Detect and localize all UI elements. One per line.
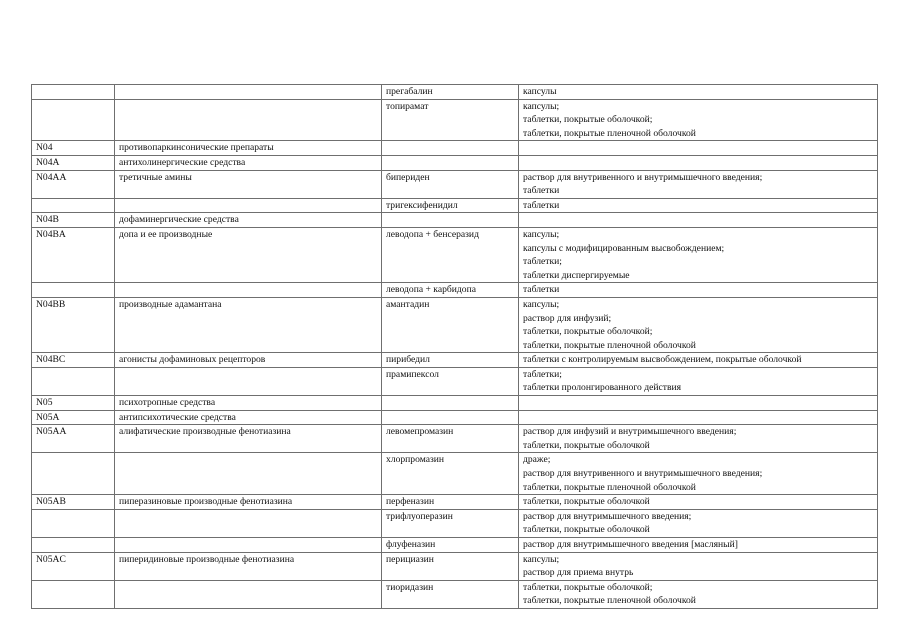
table-row	[32, 99, 878, 141]
dosage-form-line: таблетки, покрытые оболочкой;	[523, 114, 653, 126]
table-row	[32, 552, 878, 580]
group-name-cell: пиперидиновые производные фенотиазина	[115, 552, 382, 580]
table-row	[32, 367, 878, 395]
drug-list-table	[31, 84, 878, 609]
dosage-forms-cell	[519, 297, 878, 352]
dosage-form-line: таблетки, покрытые пленочной оболочкой	[523, 595, 696, 607]
dosage-form-line: таблетки диспергируемые	[523, 269, 630, 281]
group-name-cell	[115, 580, 382, 608]
group-name-cell	[115, 538, 382, 553]
atc-code-cell: N04	[32, 141, 115, 156]
drug-name-cell: флуфеназин	[382, 538, 519, 553]
atc-code-cell: N04BA	[32, 227, 115, 282]
group-name-cell: допа и ее производные	[115, 227, 382, 282]
drug-name-cell: леводопа + бенсеразид	[382, 227, 519, 282]
table-row	[32, 170, 878, 198]
table-row	[32, 155, 878, 170]
atc-code-cell	[32, 99, 115, 141]
drug-name-cell	[382, 396, 519, 411]
drug-name-cell: топирамат	[382, 99, 519, 141]
dosage-form-line: раствор для внутривенного и внутримышечного введения;	[523, 468, 763, 480]
dosage-form-line: таблетки	[523, 284, 560, 296]
drug-name-cell: левомепромазин	[382, 425, 519, 453]
table-row	[32, 453, 878, 495]
atc-code-cell	[32, 198, 115, 213]
table-row	[32, 396, 878, 411]
dosage-forms-cell	[519, 396, 878, 411]
atc-code-cell: N05AA	[32, 425, 115, 453]
group-name-cell: психотропные средства	[115, 396, 382, 411]
table-row	[32, 141, 878, 156]
atc-code-cell	[32, 580, 115, 608]
dosage-forms-cell	[519, 170, 878, 198]
table-row	[32, 297, 878, 352]
group-name-cell: антипсихотические средства	[115, 410, 382, 425]
table-row	[32, 425, 878, 453]
dosage-forms-cell	[519, 353, 878, 368]
dosage-form-line: таблетки;	[523, 368, 562, 380]
dosage-form-line: капсулы;	[523, 298, 560, 310]
group-name-cell: пиперазиновые производные фенотиазина	[115, 495, 382, 510]
drug-name-cell: тригексифенидил	[382, 198, 519, 213]
atc-code-cell: N04AA	[32, 170, 115, 198]
drug-name-cell	[382, 410, 519, 425]
dosage-form-line: раствор для инфузий;	[523, 312, 612, 324]
atc-code-cell	[32, 367, 115, 395]
atc-code-cell	[32, 283, 115, 298]
drug-name-cell: бипериден	[382, 170, 519, 198]
dosage-form-line: драже;	[523, 454, 551, 466]
table-row	[32, 213, 878, 228]
dosage-form-line: капсулы;	[523, 100, 560, 112]
dosage-form-line: капсулы;	[523, 228, 560, 240]
dosage-form-line: раствор для приема внутрь	[523, 567, 634, 579]
group-name-cell	[115, 453, 382, 495]
dosage-form-line: таблетки с контролируемым высвобождением, покрытые оболочкой	[523, 354, 802, 366]
atc-code-cell	[32, 85, 115, 100]
table-row	[32, 538, 878, 553]
drug-name-cell	[382, 141, 519, 156]
dosage-forms-cell	[519, 213, 878, 228]
table-row	[32, 509, 878, 537]
drug-name-cell	[382, 155, 519, 170]
group-name-cell	[115, 283, 382, 298]
atc-code-cell: N05	[32, 396, 115, 411]
dosage-forms-cell	[519, 538, 878, 553]
drug-name-cell: трифлуоперазин	[382, 509, 519, 537]
dosage-forms-cell	[519, 453, 878, 495]
dosage-form-line: капсулы	[523, 86, 557, 97]
table-row	[32, 353, 878, 368]
dosage-forms-cell	[519, 141, 878, 156]
dosage-form-line: раствор для внутримышечного введения [масляный]	[523, 539, 738, 550]
atc-code-cell: N04B	[32, 213, 115, 228]
dosage-forms-cell	[519, 410, 878, 425]
atc-code-cell	[32, 453, 115, 495]
dosage-form-line: таблетки, покрытые оболочкой	[523, 496, 650, 508]
drug-name-cell: леводопа + карбидопа	[382, 283, 519, 298]
dosage-form-line: раствор для внутривенного и внутримышечного введения;	[523, 171, 763, 183]
dosage-forms-cell	[519, 155, 878, 170]
table-body	[32, 85, 878, 609]
dosage-form-line: таблетки пролонгированного действия	[523, 382, 682, 394]
group-name-cell: антихолинергические средства	[115, 155, 382, 170]
drug-name-cell: пирибедил	[382, 353, 519, 368]
dosage-form-line: раствор для инфузий и внутримышечного введения;	[523, 426, 737, 438]
atc-code-cell: N04A	[32, 155, 115, 170]
atc-code-cell: N05A	[32, 410, 115, 425]
drug-name-cell: амантадин	[382, 297, 519, 352]
dosage-forms-cell	[519, 495, 878, 510]
dosage-form-line: таблетки, покрытые пленочной оболочкой	[523, 339, 696, 351]
dosage-form-line: таблетки, покрытые оболочкой	[523, 439, 650, 451]
atc-code-cell	[32, 509, 115, 537]
group-name-cell	[115, 99, 382, 141]
group-name-cell: третичные амины	[115, 170, 382, 198]
dosage-form-line: таблетки, покрытые пленочной оболочкой	[523, 127, 696, 139]
table-row	[32, 495, 878, 510]
dosage-forms-cell	[519, 283, 878, 298]
group-name-cell: агонисты дофаминовых рецепторов	[115, 353, 382, 368]
dosage-form-line: таблетки	[523, 185, 560, 197]
group-name-cell: производные адамантана	[115, 297, 382, 352]
dosage-forms-cell	[519, 552, 878, 580]
drug-name-cell: хлорпромазин	[382, 453, 519, 495]
dosage-forms-cell	[519, 580, 878, 608]
drug-name-cell	[382, 213, 519, 228]
dosage-forms-cell	[519, 198, 878, 213]
drug-name-cell: прамипексол	[382, 367, 519, 395]
dosage-forms-cell	[519, 85, 878, 100]
dosage-form-line: капсулы с модифицированным высвобождением;	[523, 242, 725, 254]
atc-code-cell	[32, 538, 115, 553]
drug-name-cell: перициазин	[382, 552, 519, 580]
dosage-forms-cell	[519, 99, 878, 141]
group-name-cell	[115, 85, 382, 100]
table-row	[32, 198, 878, 213]
dosage-forms-cell	[519, 367, 878, 395]
dosage-form-line: таблетки, покрытые оболочкой;	[523, 581, 653, 593]
group-name-cell: дофаминергические средства	[115, 213, 382, 228]
group-name-cell	[115, 367, 382, 395]
atc-code-cell: N05AB	[32, 495, 115, 510]
dosage-forms-cell	[519, 509, 878, 537]
dosage-form-line: таблетки, покрытые пленочной оболочкой	[523, 481, 696, 493]
group-name-cell: противопаркинсонические препараты	[115, 141, 382, 156]
table-row	[32, 227, 878, 282]
group-name-cell	[115, 509, 382, 537]
drug-name-cell: тиоридазин	[382, 580, 519, 608]
dosage-forms-cell	[519, 425, 878, 453]
dosage-form-line: капсулы;	[523, 553, 560, 565]
table-row	[32, 410, 878, 425]
group-name-cell	[115, 198, 382, 213]
dosage-form-line: таблетки, покрытые оболочкой	[523, 524, 650, 536]
drug-name-cell: перфеназин	[382, 495, 519, 510]
group-name-cell: алифатические производные фенотиазина	[115, 425, 382, 453]
table-row	[32, 85, 878, 100]
table-row	[32, 580, 878, 608]
atc-code-cell: N04BB	[32, 297, 115, 352]
atc-code-cell: N04BC	[32, 353, 115, 368]
dosage-forms-cell	[519, 227, 878, 282]
dosage-form-line: таблетки	[523, 199, 560, 211]
dosage-form-line: раствор для внутримышечного введения;	[523, 510, 692, 522]
drug-name-cell: прегабалин	[382, 85, 519, 100]
dosage-form-line: таблетки;	[523, 256, 562, 268]
atc-code-cell: N05AC	[32, 552, 115, 580]
table-row	[32, 283, 878, 298]
dosage-form-line: таблетки, покрытые оболочкой;	[523, 326, 653, 338]
